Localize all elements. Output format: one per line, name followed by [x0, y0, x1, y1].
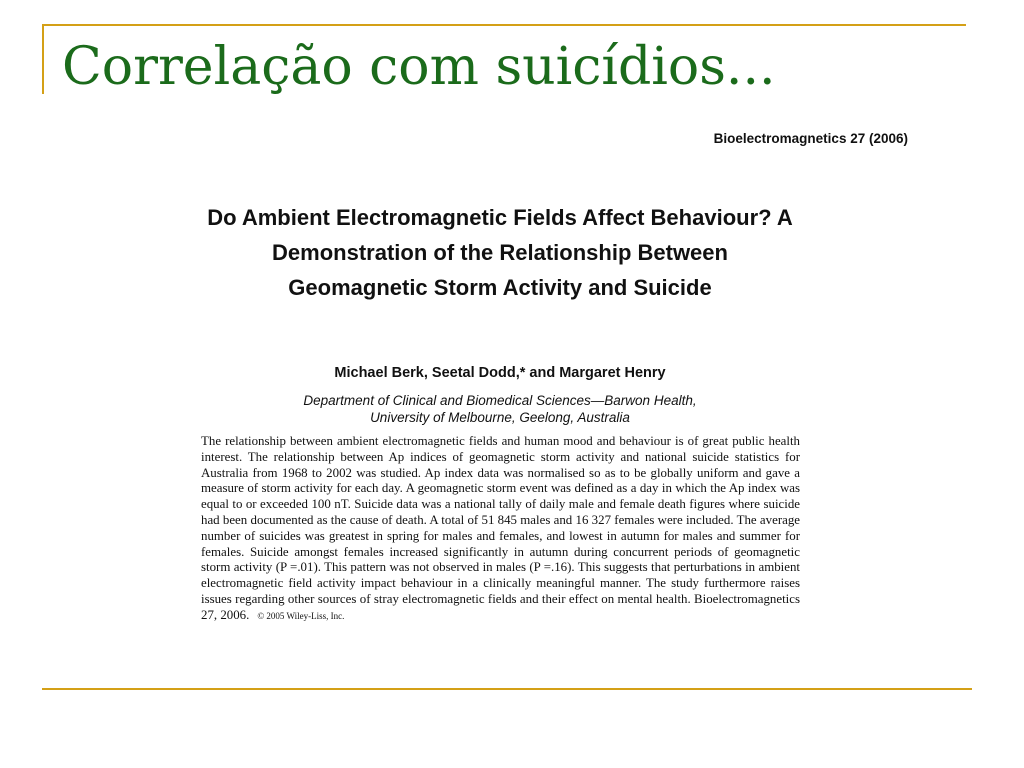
abstract-text: The relationship between ambient electromagnetic fields and human mood and behaviour is of great public health interest. The relationship between Ap indices of geomagnetic storm activity and national suicide statistics for Australia from 1968 to 2002 was studied. Ap index data was normalised so as to be globally uniform and gave a measure of storm activity for each day. A geomagnetic storm event was defined as a day in which the Ap index was equal to or exceeded 100 nT. Suicide data was a national tally of daily male and female death figures where suicide had been documented as the cause of death. A total of 51 845 males and 16 327 females were included. The average number of suicides was greatest in spring for males and females, and lowest in autumn for males and summer for females. Suicide amongst females increased significantly in autumn during concurrent periods of geomagnetic storm activity (P =.01). This pattern was not observed in males (P =.16). This suggests that perturbations in ambient electromagnetic field activity impact behaviour in a clinically meaningful manner. The study furthermore raises issues regarding other sources of stray electromagnetic fields and their effect on mental health. Bioelectromagnetics 27, 2006. — [201, 434, 800, 622]
frame-bottom-line — [42, 688, 972, 690]
paper-affiliation — [200, 392, 800, 426]
copyright-notice: © 2005 Wiley-Liss, Inc. — [257, 610, 345, 621]
affiliation-line-2: University of Melbourne, Geelong, Australia — [370, 410, 630, 425]
slide-title: Correlação com suicídios... — [62, 37, 776, 97]
journal-citation: Bioelectromagnetics 27 (2006) — [713, 131, 908, 146]
affiliation-line-1: Department of Clinical and Biomedical Sciences—Barwon Health, — [303, 393, 697, 408]
paper-abstract — [201, 434, 800, 625]
paper-title: Do Ambient Electromagnetic Fields Affect Behaviour? A Demonstration of the Relationship Between Geomagnetic Storm Activity and Suicide — [207, 205, 793, 300]
paper-authors: Michael Berk, Seetal Dodd,* and Margaret Henry — [334, 365, 666, 381]
